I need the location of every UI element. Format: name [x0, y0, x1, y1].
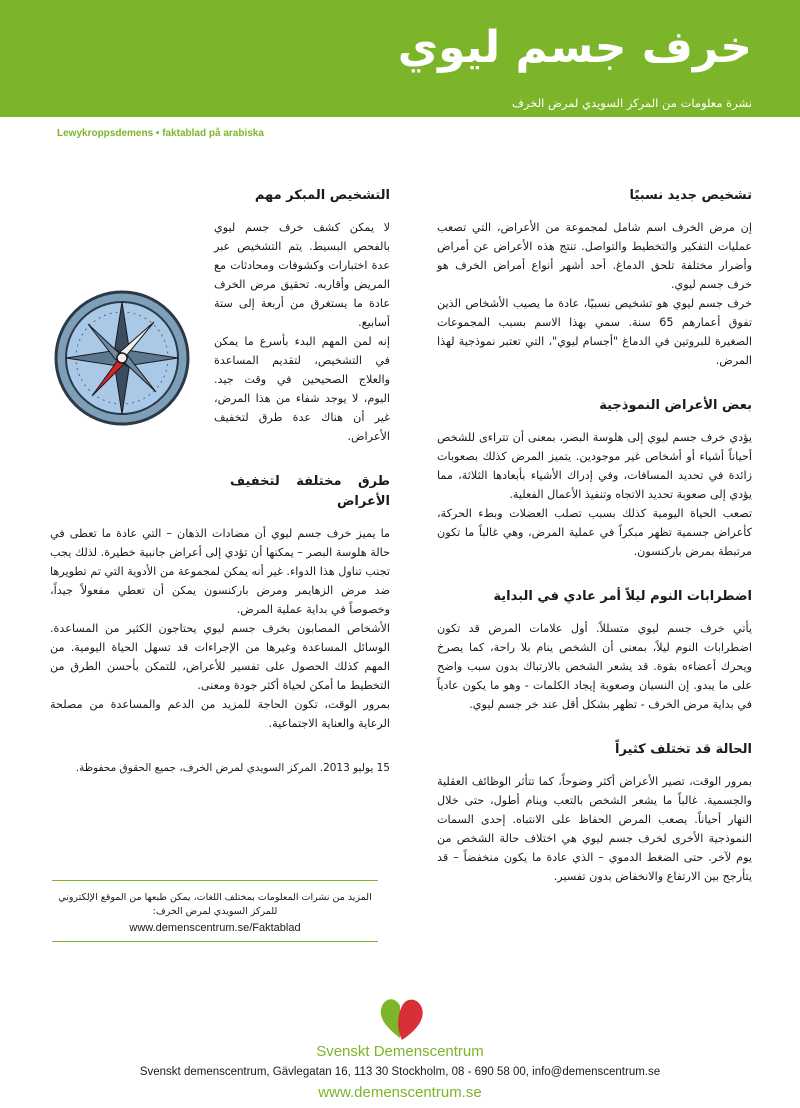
- paragraph: يؤدي خرف جسم ليوي إلى هلوسة البصر، بمعنى أن تتراءى للشخص أحياناً أشياء أو أشخاص غير موجودين. يتميز المرض كذلك بصعوبات زائدة في تحديد المسافات، وفي إدراك الأشياء بأبعادها الثلاثة، مما يؤدي إلى صعوبة تحديد الاتجاه وتنفيذ الأعمال الفعلية.: [437, 431, 752, 501]
- factsheet-link[interactable]: www.demenscentrum.se/Faktablad: [129, 922, 301, 934]
- tagline: Lewykroppsdemens • faktablad på arabiska: [57, 128, 264, 139]
- section-sleep-disorders: [437, 587, 752, 714]
- organization-name: Svenskt Demenscentrum: [316, 1043, 484, 1060]
- paragraph: خرف جسم ليوي هو تشخيص نسبيًا، عادة ما يصيب الأشخاص الذين تفوق أعمارهم 65 سنة. سمي بهذا الاسم بسبب المجموعات الصغيرة للبروتين في الدماغ "أجسام ليوي"، التي تعتبر نموذجية لهذا المرض.: [437, 297, 752, 367]
- date-line: 15 يوليو 2013. المركز السويدي لمرض الخرف، جميع الحقوق محفوظة.: [75, 762, 390, 774]
- website-link[interactable]: www.demenscentrum.se: [318, 1084, 482, 1101]
- section-heading: تشخيص جديد نسبيًا: [629, 188, 752, 203]
- section-early-diagnosis: [50, 186, 390, 446]
- right-column: [437, 186, 752, 912]
- paragraph: الأشخاص المصابون بخرف جسم ليوي يحتاجون الكثير من المساعدة. الوسائل المساعدة وغيرها من الإجراءات قد تسهل الحياة اليومية. من المهم كذلك الحصول على تفسير للأعراض، للتمكن بأحسن الطرق من التخطيط ما أمكن لحياة أكثر جودة ومعنى.: [50, 622, 390, 692]
- left-column: [50, 186, 390, 778]
- paragraph: بمرور الوقت، تصير الأعراض أكثر وضوحاً، كما تتأثر الوظائف العقلية والجسمية. غالباً ما يشعر الشخص بالتعب وينام أطول، حتى خلال النهار أحياناً. يصعب المرض الحفاظ على الانتباه. إحدى السمات النموذجية الأخرى لخرف جسم ليوي هي اختلاف حالة الشخص من يوم لآخر. حتى الضغط الدموي – الذي عادة ما يكون منخفضاً – قد يتأرجح بين الارتفاع والانخفاض بدون تفسير.: [437, 775, 752, 883]
- heart-logo-icon: [378, 994, 426, 1042]
- paragraph: يأتي خرف جسم ليوي متسللاً. أول علامات المرض قد تكون اضطرابات النوم ليلاً، بمعنى أن الشخص ينام بلا راحة، كما يصرخ ويحرك أعضاءه بقوة. قد يشعر الشخص بالارتباك بدون سبب واضح على ما يبدو. إن النسيان وصعوبة إيجاد الكلمات - وهو ما يكون عادياً في بداية مرض الخرف - تظهر بشكل أقل عند خر جسم ليوي.: [437, 622, 752, 711]
- paragraph: بمرور الوقت، تكون الحاجة للمزيد من الدعم والمساعدة من مصلحة الرعاية والعناية الاجتماعية.: [50, 698, 390, 730]
- info-text: المزيد من نشرات المعلومات بمختلف اللغات، يمكن طبعها من الموقع الإلكتروني: [58, 892, 372, 903]
- header-banner: [0, 0, 800, 117]
- paragraph: إن مرض الخرف اسم شامل لمجموعة من الأعراض، التي تصعب عمليات التفكير والتخطيط والتواصل. تنتج هذه الأعراض عن أمراض وأضرار مختلفة تلحق الدماغ. أحد أشهر أنواع أمراض الخرف هو خرف جسم ليوي.: [437, 221, 752, 291]
- section-new-diagnosis: [437, 186, 752, 370]
- paragraph: ما يميز خرف جسم ليوي أن مضادات الذهان – التي عادة ما تعطى في حالة هلوسة البصر – يمكنها أن تؤدي إلى أعراض جانبية خطيرة. لذلك يجب تجنب تناول هذا الدواء. غير أنه يمكن لمجموعة من الأدوية التي تم تطويرها ضد مرض الزهايمر ومرض باركنسون يمكن أن تعطي مفعولاً جيداً، وخصوصاً في بداية عملية المرض.: [50, 527, 390, 616]
- contact-line: Svenskt demenscentrum, Gävlegatan 16, 113 30 Stockholm, 08 - 690 58 00, info@demenscentrum.se: [139, 1066, 661, 1078]
- section-typical-symptoms: [437, 396, 752, 561]
- section-heading: الحالة قد تختلف كثيراً: [614, 742, 752, 757]
- compass-icon: [50, 258, 200, 438]
- page-subtitle: نشرة معلومات من المركز السويدي لمرض الخرف: [511, 96, 752, 110]
- page-title: خرف جسم ليوي: [397, 22, 752, 73]
- info-box: [52, 880, 378, 942]
- section-condition-varies: [437, 740, 752, 886]
- paragraph: تصعب الحياة اليومية كذلك بسبب تصلب العضلات وبطء الحركة، كأعراض جسمية تظهر مبكراً في عملية المرض، وهي غالباً ما تكون مرتبطة بمرض باركنسون.: [437, 507, 752, 558]
- paragraph: إنه لمن المهم البدء بأسرع ما يمكن في التشخيص، لتقديم المساعدة والعلاج الصحيحين في وقت جيد. اليوم، لا يوجد شفاء من هذا المرض، غير أن هناك عدة طرق لتخفيف الأعراض.: [214, 335, 390, 443]
- section-heading: طرق مختلفة لتخفيف الأعراض: [230, 474, 390, 509]
- section-heading: التشخيص المبكر مهم: [254, 188, 390, 203]
- section-treatment-methods: [50, 472, 390, 733]
- info-text: للمركز السويدي لمرض الخرف:: [152, 906, 278, 917]
- paragraph: لا يمكن كشف خرف جسم ليوي بالفحص البسيط. يتم التشخيص عبر عدة اختبارات وكشوفات ومحادثات مع المريض وأقاربه. تحقيق مرض الخرف عادة ما يستغرق من أربعة إلى ستة أسابيع.: [214, 221, 390, 329]
- section-heading: اضطرابات النوم ليلاً أمر عادي في البداية: [493, 589, 752, 604]
- section-heading: بعض الأعراض النموذجية: [599, 398, 752, 413]
